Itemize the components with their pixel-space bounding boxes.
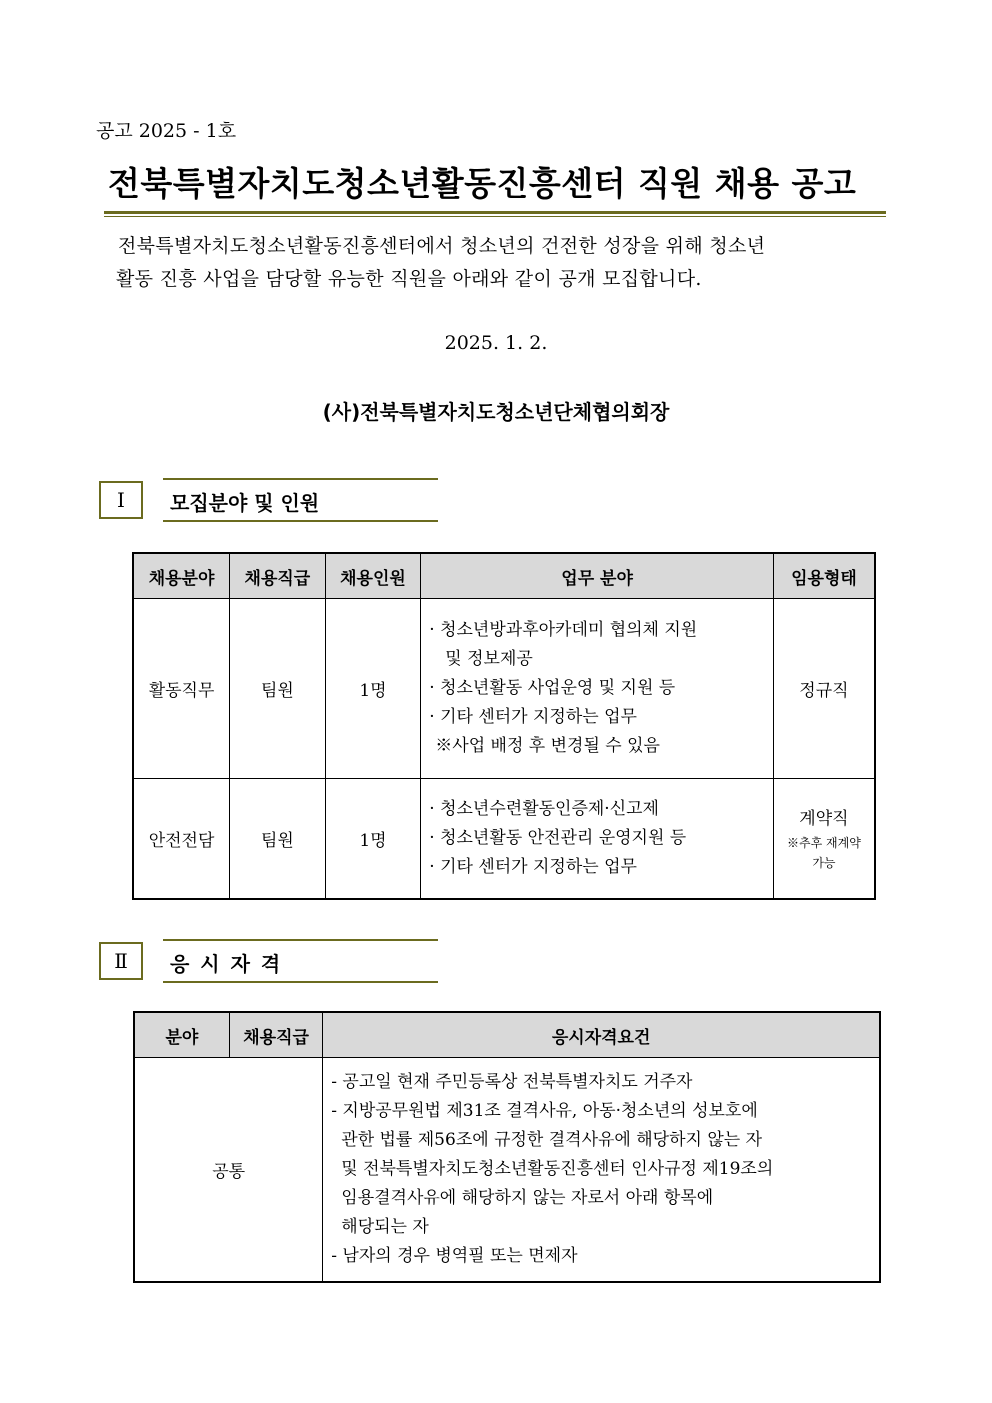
duty-item: · 청소년방과후아카데미 협의체 지원 [429,620,698,640]
duty-item: · 기타 센터가 지정하는 업무 [429,856,637,877]
section-2-title: 응 시 자 격 [170,952,283,976]
column-header: 업무 분야 [421,553,774,599]
duty-item: · 청소년활동 안전관리 운영지원 등 [429,827,687,848]
count-cell: 1명 [325,599,421,779]
section-1-top-rule [163,478,438,480]
duty-item: · 청소년수련활동인증제·신고제 [429,798,659,819]
column-header: 응시자격요건 [323,1012,880,1058]
notice-date: 2025. 1. 2. [444,332,548,354]
requirement-line: - 지방공무원법 제31조 결격사유, 아동·청소년의 성보호에 [331,1101,758,1121]
column-header: 분야 [134,1012,229,1058]
count-cell: 1명 [325,779,421,899]
notice-number: 공고 2025 - 1호 [96,120,237,142]
requirement-line: 해당되는 자 [341,1217,429,1237]
intro-paragraph [118,230,893,296]
intro-line: 전북특별자치도청소년활동진흥센터에서 청소년의 건전한 성장을 위해 청소년 [118,235,766,257]
employment-type-cell [773,779,875,899]
employment-type: 계약직 [799,808,849,829]
requirement-line: - 공고일 현재 주민등록상 전북특별자치도 거주자 [331,1072,693,1092]
table-header-row [133,553,875,599]
duty-item: 및 정보제공 [445,649,533,669]
section-1-title: 모집분야 및 인원 [170,491,320,515]
employment-type-note: ※추후 재계약 [787,835,861,850]
column-header: 채용직급 [229,1012,322,1058]
table-row [133,599,875,779]
employment-type-note: 가능 [812,855,836,870]
duty-note: ※사업 배정 후 변경될 수 있음 [435,736,660,756]
column-header: 채용분야 [133,553,230,599]
column-header: 임용형태 [773,553,875,599]
duties-cell [421,779,774,899]
section-2-top-rule [163,939,438,941]
field-cell: 활동직무 [133,599,230,779]
column-header: 채용인원 [325,553,421,599]
section-1-numeral: Ⅰ [99,481,143,519]
grade-cell: 팀원 [230,599,326,779]
field-cell: 공통 [134,1058,323,1283]
section-2-numeral: Ⅱ [99,942,143,980]
requirement-line: 및 전북특별자치도청소년활동진흥센터 인사규정 제19조의 [341,1159,774,1179]
title-divider-thin [104,216,886,217]
duty-item: · 청소년활동 사업운영 및 지원 등 [429,678,676,698]
requirements-cell [323,1058,880,1283]
requirement-line: - 남자의 경우 병역필 또는 면제자 [331,1246,578,1266]
field-cell: 안전전담 [133,779,230,899]
table-row [134,1058,880,1283]
page-title: 전북특별자치도청소년활동진흥센터 직원 채용 공고 [108,164,857,203]
duties-cell [421,599,774,779]
requirement-line: 임용결격사유에 해당하지 않는 자로서 아래 항목에 [341,1188,714,1208]
duty-item: · 기타 센터가 지정하는 업무 [429,707,637,727]
recruitment-table [132,552,876,900]
table-row [133,779,875,899]
table-header-row [134,1012,880,1058]
section-2-bottom-rule [163,981,438,983]
intro-line: 활동 진흥 사업을 담당할 유능한 직원을 아래와 같이 공개 모집합니다. [116,268,702,290]
organization-name: (사)전북특별자치도청소년단체협의회장 [322,400,670,424]
column-header: 채용직급 [230,553,326,599]
grade-cell: 팀원 [230,779,326,899]
qualification-table [133,1011,881,1283]
section-1-bottom-rule [163,520,438,522]
requirement-line: 관한 법률 제56조에 규정한 결격사유에 해당하지 않는 자 [341,1130,763,1150]
title-divider [104,211,886,214]
employment-type-cell: 정규직 [773,599,875,779]
